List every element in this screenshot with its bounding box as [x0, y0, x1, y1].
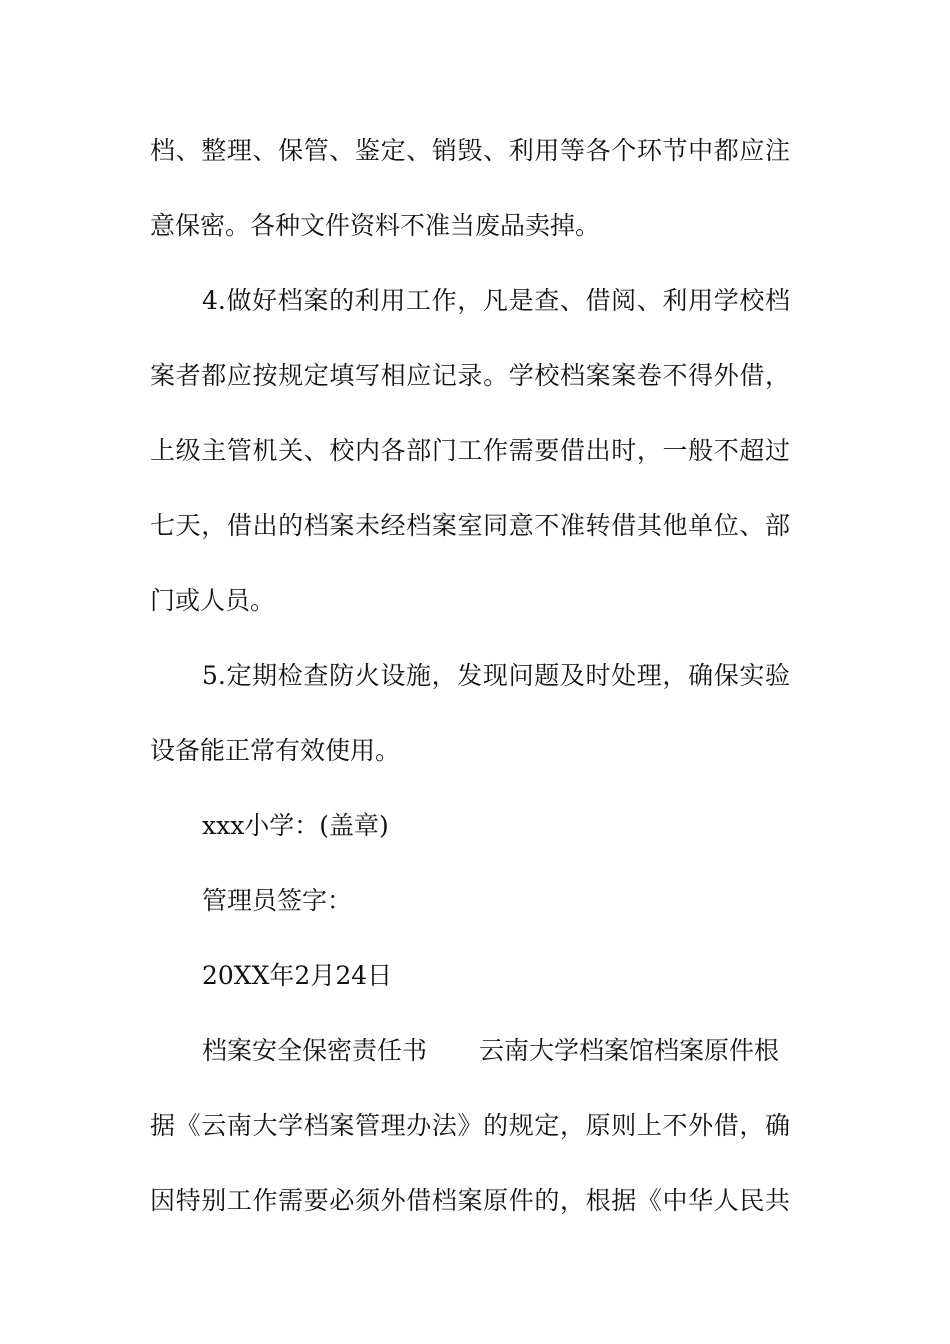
paragraph-line: 5.定期检查防火设施，发现问题及时处理，确保实验 — [202, 661, 790, 690]
paragraph-line: 档、整理、保管、鉴定、销毁、利用等各个环节中都应注 — [150, 136, 790, 165]
school-seal-line: xxx小学：(盖章) — [202, 811, 389, 840]
paragraph-line: 设备能正常有效使用。 — [150, 736, 401, 765]
signature-line: 管理员签字： — [202, 886, 353, 915]
date-line: 20XX年2月24日 — [202, 961, 393, 990]
paragraph-line: 据《云南大学档案管理办法》的规定，原则上不外借，确 — [150, 1111, 790, 1140]
document-title: 档案安全保密责任书 — [202, 1036, 428, 1065]
heading-line — [150, 1021, 790, 1096]
paragraph-line: 因特别工作需要必须外借档案原件的，根据《中华人民共 — [150, 1186, 790, 1215]
paragraph-line: 七天，借出的档案未经档案室同意不准转借其他单位、部 — [150, 511, 790, 540]
paragraph-line: 门或人员。 — [150, 586, 276, 615]
paragraph-line: 4.做好档案的利用工作，凡是查、借阅、利用学校档 — [202, 286, 790, 315]
paragraph-line: 意保密。各种文件资料不准当废品卖掉。 — [150, 211, 601, 240]
document-body — [150, 121, 790, 1246]
paragraph-line: 上级主管机关、校内各部门工作需要借出时，一般不超过 — [150, 436, 790, 465]
heading-text: 云南大学档案馆档案原件根 — [479, 1036, 780, 1065]
paragraph-line: 案者都应按规定填写相应记录。学校档案案卷不得外借， — [150, 361, 790, 390]
